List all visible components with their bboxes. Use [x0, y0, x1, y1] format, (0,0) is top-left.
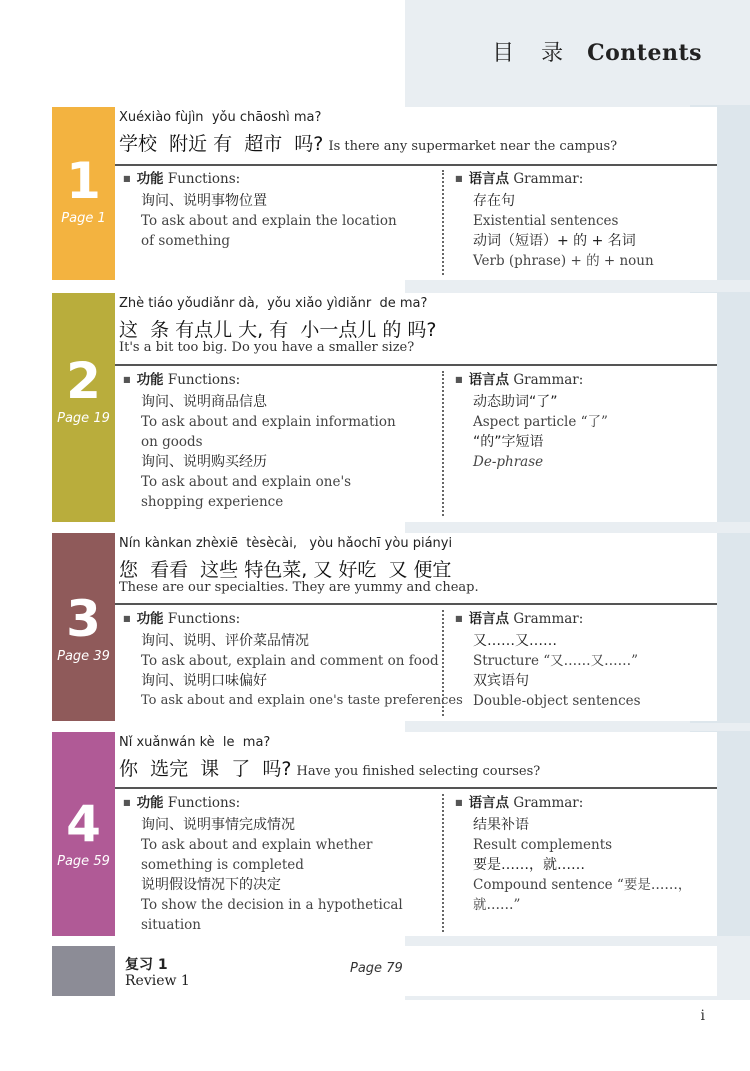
grammar-en: Aspect particle “了” [473, 414, 608, 430]
bullet-square-icon: ■ [455, 174, 463, 183]
grammar-column [455, 370, 715, 472]
lesson-hanzi: 这 条 有点儿 大, 有 小一点儿 的 吗? [119, 319, 437, 341]
divider [115, 164, 717, 166]
bullet-square-icon: ■ [455, 614, 463, 623]
lesson-page: Page 19 [57, 411, 110, 426]
lesson-english: Have you finished selecting courses? [296, 764, 541, 779]
function-en: To ask about and explain one's taste preferences [141, 693, 463, 708]
lesson-number: 1 [66, 152, 101, 210]
grammar-zh: 又……又…… [473, 633, 557, 649]
column-divider [442, 610, 444, 716]
bullet-square-icon: ■ [123, 798, 131, 807]
function-zh: 询问、说明商品信息 [141, 394, 267, 410]
grammar-label-cn: 语言点 [468, 795, 510, 811]
lesson-page: Page 1 [61, 211, 106, 226]
review-page: Page 79 [350, 961, 403, 976]
lesson-entry-3[interactable] [52, 533, 717, 721]
grammar-label-en: Grammar: [513, 795, 584, 811]
functions-column [123, 370, 433, 512]
function-zh: 询问、说明事物位置 [141, 193, 267, 209]
divider [115, 603, 717, 605]
function-en: To ask about and explain the location of something [141, 213, 397, 249]
lesson-entry-2[interactable] [52, 293, 717, 522]
lesson-english: Is there any supermarket near the campus? [328, 139, 618, 154]
function-zh: 询问、说明事情完成情况 [141, 817, 295, 833]
lesson-number: 4 [66, 795, 101, 853]
divider [115, 364, 717, 366]
grammar-label-en: Grammar: [513, 171, 584, 187]
lesson-tab [52, 732, 115, 936]
grammar-label-en: Grammar: [513, 372, 584, 388]
functions-label-cn: 功能 [136, 171, 164, 187]
page-title-cn: 目 录 [492, 41, 574, 66]
lesson-hanzi: 你 选完 课 了 吗? [119, 758, 292, 780]
function-en: To ask about and explain one's shopping experience [141, 474, 352, 510]
grammar-label-cn: 语言点 [468, 171, 510, 187]
functions-column [123, 609, 463, 711]
function-zh: 说明假设情况下的决定 [141, 877, 281, 893]
grammar-zh: “的”字短语 [473, 434, 544, 450]
lesson-entry-4[interactable] [52, 732, 717, 936]
review-tab [52, 946, 115, 996]
lesson-number: 3 [66, 590, 101, 648]
grammar-en: Double-object sentences [473, 693, 641, 709]
grammar-column [455, 169, 715, 271]
lesson-page: Page 59 [57, 854, 110, 869]
lesson-english: These are our specialties. They are yummy and cheap. [119, 580, 479, 595]
function-en: To ask about and explain information on goods [141, 414, 396, 450]
grammar-en: Existential sentences [473, 213, 619, 229]
grammar-column [455, 609, 715, 711]
function-en: To ask about, explain and comment on food [141, 653, 439, 669]
grammar-zh: 要是……，就…… [473, 857, 585, 873]
page-number: i [700, 1008, 705, 1024]
review-title-cn: 复习 1 [125, 957, 168, 973]
page-title-en: Contents [587, 40, 702, 66]
divider [115, 787, 717, 789]
grammar-zh: 结果补语 [473, 817, 529, 833]
lesson-pinyin: Nǐ xuǎnwán kè le ma? [119, 735, 271, 750]
column-divider [442, 794, 444, 932]
lesson-pinyin: Nín kànkan zhèxiē tèsècài, yòu hǎochī yòu piányi [119, 536, 453, 551]
bullet-square-icon: ■ [123, 614, 131, 623]
lesson-hanzi: 您 看看 这些 特色菜, 又 好吃 又 便宜 [119, 559, 452, 581]
lesson-english: It's a bit too big. Do you have a smaller size? [119, 340, 415, 355]
review-title-en: Review 1 [125, 973, 190, 989]
lesson-pinyin: Zhè tiáo yǒudiǎnr dà, yǒu xiǎo yìdiǎnr de ma? [119, 296, 428, 311]
grammar-label-cn: 语言点 [468, 611, 510, 627]
lesson-number: 2 [66, 352, 101, 410]
lesson-hanzi: 学校 附近 有 超市 吗? [119, 133, 324, 155]
grammar-zh: 动态助词“了” [473, 394, 558, 410]
lesson-tab [52, 533, 115, 721]
lesson-tab [52, 107, 115, 280]
functions-label-cn: 功能 [136, 795, 164, 811]
grammar-en: Verb (phrase) + 的 + noun [473, 253, 654, 269]
function-en: To ask about and explain whether something is completed [141, 837, 373, 873]
functions-column [123, 169, 433, 251]
grammar-en: Structure “又……又……” [473, 653, 639, 669]
function-zh: 询问、说明、评价菜品情况 [141, 633, 309, 649]
grammar-zh: 存在句 [473, 193, 515, 209]
lesson-entry-1[interactable] [52, 107, 717, 280]
lesson-pinyin: Xuéxiào fùjìn yǒu chāoshì ma? [119, 110, 322, 125]
grammar-column [455, 793, 715, 915]
grammar-en: Result complements [473, 837, 613, 853]
grammar-label-cn: 语言点 [468, 372, 510, 388]
lesson-page: Page 39 [57, 649, 110, 664]
column-divider [442, 170, 444, 275]
functions-label-en: Functions: [167, 372, 241, 388]
function-zh: 询问、说明口味偏好 [141, 673, 267, 689]
grammar-zh: 双宾语句 [473, 673, 529, 689]
functions-label-cn: 功能 [136, 611, 164, 627]
functions-label-en: Functions: [167, 171, 241, 187]
functions-label-en: Functions: [167, 611, 241, 627]
function-en: To show the decision in a hypothetical situation [141, 897, 403, 933]
page-title [492, 36, 702, 67]
column-divider [442, 371, 444, 516]
bullet-square-icon: ■ [123, 375, 131, 384]
review-entry[interactable] [52, 946, 717, 996]
lesson-tab [52, 293, 115, 522]
grammar-label-en: Grammar: [513, 611, 584, 627]
functions-column [123, 793, 433, 935]
grammar-en: Compound sentence “要是……，就……” [473, 877, 692, 913]
grammar-zh: 动词（短语）+ 的 + 名词 [473, 233, 636, 249]
bullet-square-icon: ■ [123, 174, 131, 183]
functions-label-en: Functions: [167, 795, 241, 811]
bullet-square-icon: ■ [455, 375, 463, 384]
function-zh: 询问、说明购买经历 [141, 454, 267, 470]
grammar-en: De-phrase [473, 454, 544, 470]
functions-label-cn: 功能 [136, 372, 164, 388]
bullet-square-icon: ■ [455, 798, 463, 807]
